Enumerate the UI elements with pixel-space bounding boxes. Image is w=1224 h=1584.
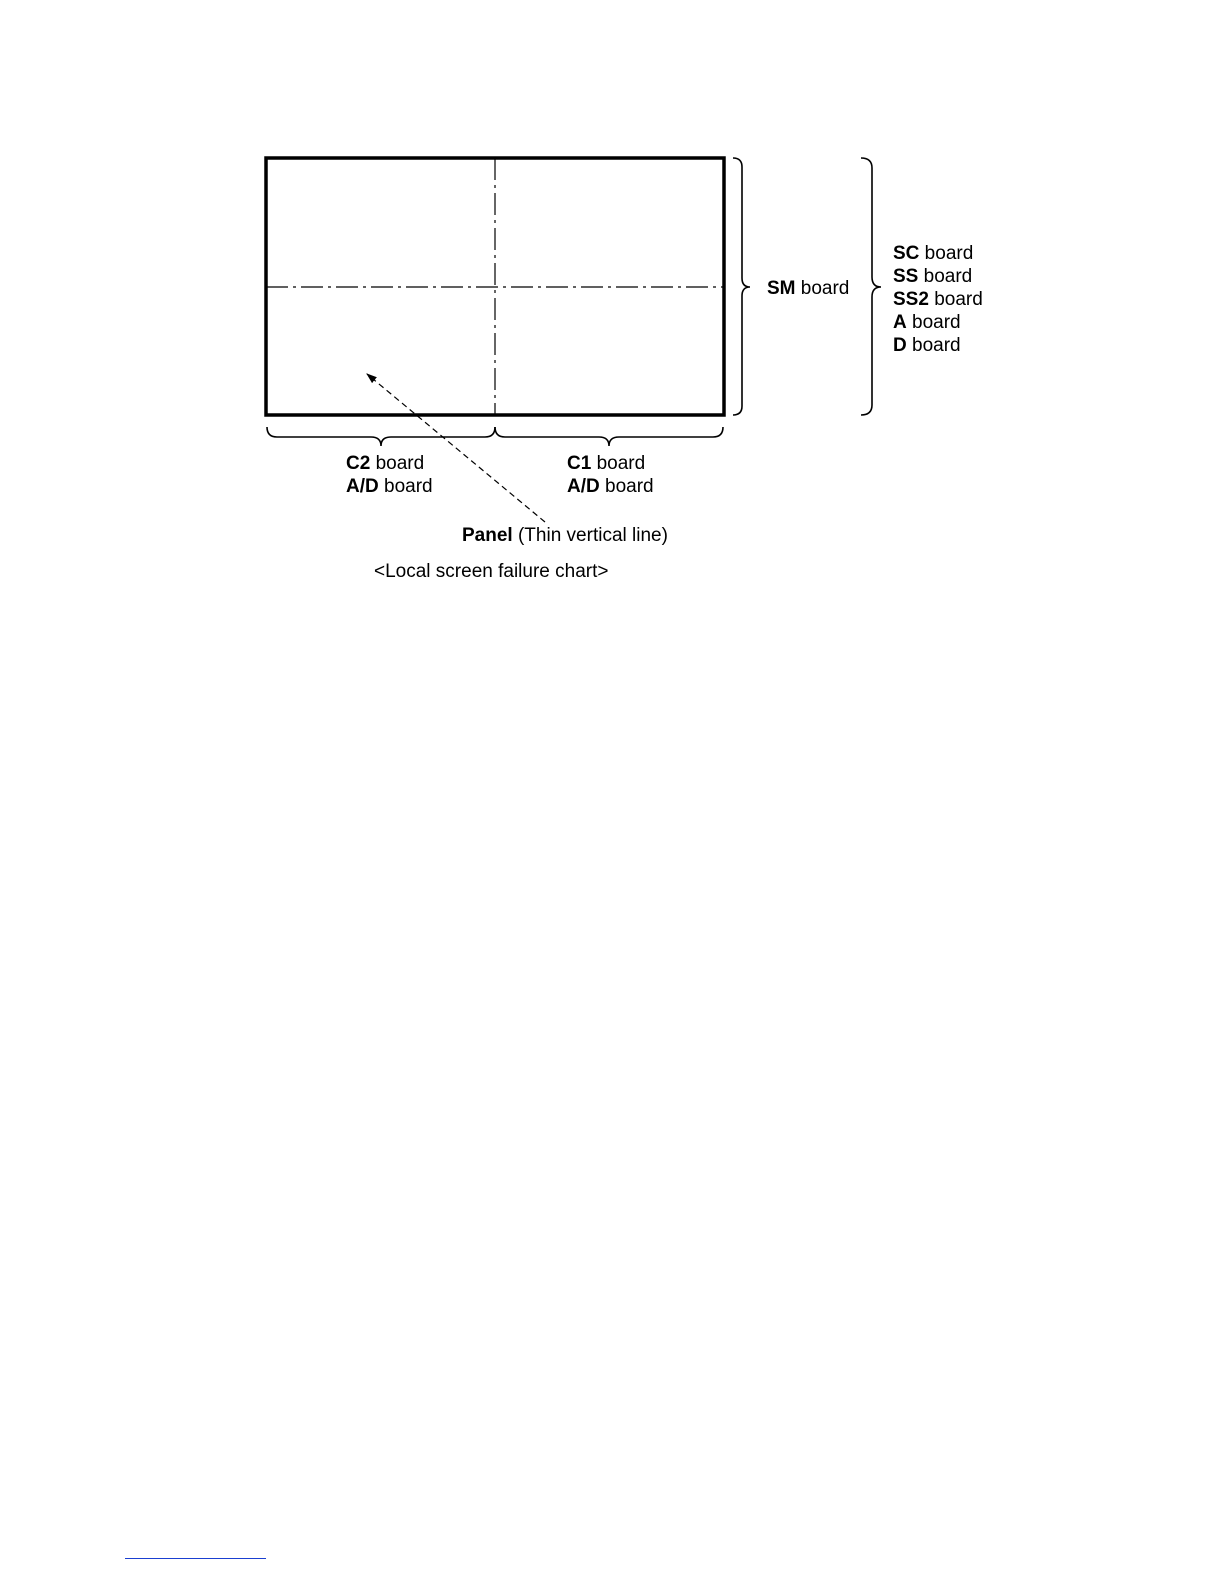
ad-board-right-label: A/D board [567, 476, 654, 497]
ss-board-label: SS board [893, 266, 973, 287]
bottom-right-brace [495, 427, 723, 446]
chart-caption: <Local screen failure chart> [374, 561, 609, 582]
sc-board-label: SC board [893, 243, 974, 264]
sm-brace [733, 158, 750, 415]
ad-board-left-label: A/D board [346, 476, 433, 497]
outer-right-brace [861, 158, 881, 415]
a-board-label: A board [893, 312, 961, 333]
footer-rule [125, 1558, 266, 1559]
panel-label: Panel (Thin vertical line) [462, 525, 668, 546]
panel-arrow [367, 374, 545, 522]
d-board-label: D board [893, 335, 961, 356]
sm-board-label: SM board [767, 278, 850, 299]
c2-board-label: C2 board [346, 453, 425, 474]
c1-board-label: C1 board [567, 453, 646, 474]
bottom-left-brace [267, 427, 495, 446]
ss2-board-label: SS2 board [893, 289, 983, 310]
